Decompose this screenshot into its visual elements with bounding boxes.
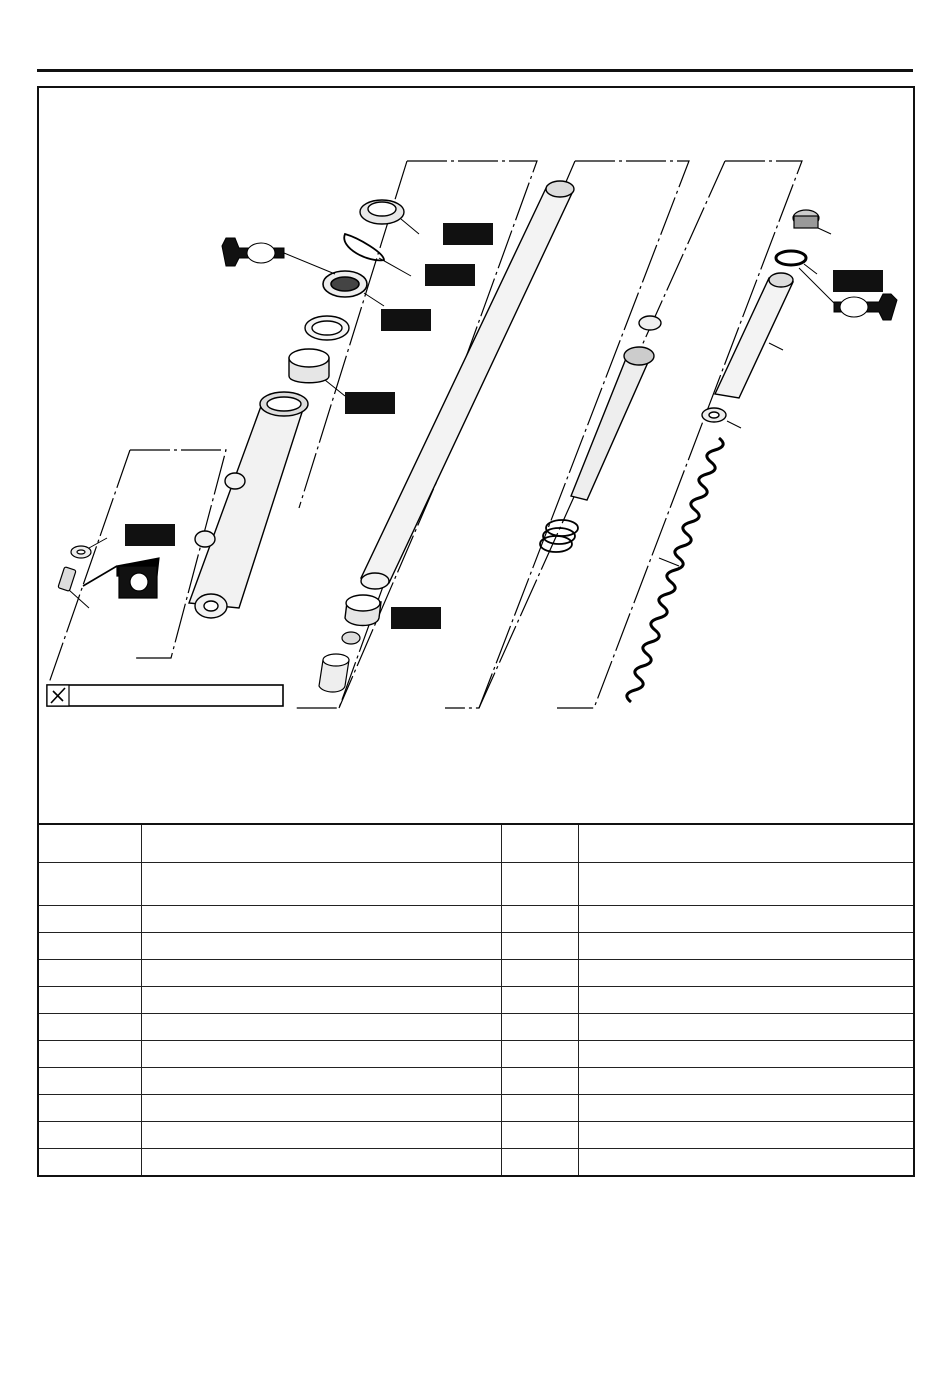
table-cell <box>39 1068 141 1095</box>
header-cell <box>141 824 501 863</box>
label-box-3 <box>381 309 431 331</box>
damper-rod <box>571 316 661 500</box>
exploded-fork-diagram <box>39 88 913 823</box>
header-cell <box>501 824 578 863</box>
table-cell <box>39 1122 141 1149</box>
table-row <box>39 906 913 933</box>
torque-note-box <box>47 685 283 706</box>
table-cell <box>39 1014 141 1041</box>
table-cell <box>501 987 578 1014</box>
table-cell <box>501 906 578 933</box>
table-cell <box>501 960 578 987</box>
table-row <box>39 1122 913 1149</box>
rebound-spring <box>540 520 578 552</box>
parts-table <box>39 823 913 1175</box>
grease-gun-icon <box>222 238 335 274</box>
table-cell <box>578 1149 913 1176</box>
table-row <box>39 1014 913 1041</box>
o-ring <box>776 251 806 265</box>
table-cell <box>141 1041 501 1068</box>
label-box-6 <box>391 607 441 629</box>
header-cell <box>578 824 913 863</box>
oil-seal-clip <box>344 234 384 260</box>
header-cell <box>39 824 141 863</box>
diagram-frame <box>37 86 915 1177</box>
table-cell <box>578 1014 913 1041</box>
outer-tube <box>189 392 308 618</box>
table-cell <box>141 987 501 1014</box>
label-box-2 <box>425 264 475 286</box>
top-rule <box>37 69 913 72</box>
table-header-row <box>39 824 913 863</box>
table-cell <box>578 906 913 933</box>
table-cell <box>501 1095 578 1122</box>
table-cell <box>141 1068 501 1095</box>
table-cell <box>39 863 141 906</box>
table-cell <box>141 1095 501 1122</box>
table-cell <box>501 1122 578 1149</box>
table-cell <box>39 933 141 960</box>
spring-group-outline <box>557 161 802 708</box>
label-box-5 <box>125 524 175 546</box>
table-cell <box>39 1149 141 1176</box>
table-row <box>39 960 913 987</box>
table-cell <box>501 863 578 906</box>
table-cell <box>39 1095 141 1122</box>
table-row <box>39 1149 913 1176</box>
table-cell <box>501 1041 578 1068</box>
outer-tube-bushing <box>289 349 329 383</box>
label-box-1 <box>443 223 493 245</box>
table-cell <box>578 1122 913 1149</box>
table-cell <box>578 1095 913 1122</box>
table-cell <box>578 933 913 960</box>
table-cell <box>141 1122 501 1149</box>
label-box-4 <box>345 392 395 414</box>
table-row <box>39 1068 913 1095</box>
cap-bolt <box>793 210 819 228</box>
table-cell <box>578 1068 913 1095</box>
spacer <box>715 273 793 398</box>
table-cell <box>578 1041 913 1068</box>
table-cell <box>578 960 913 987</box>
oil-lock-piece <box>342 632 360 644</box>
table-cell <box>578 863 913 906</box>
table-row <box>39 1041 913 1068</box>
oil-seal-washer <box>305 316 349 340</box>
table-cell <box>39 906 141 933</box>
thread-lock-icon <box>83 558 159 598</box>
table-cell <box>141 933 501 960</box>
fork-spring <box>627 438 723 702</box>
table-row <box>39 933 913 960</box>
table-cell <box>39 987 141 1014</box>
copper-washer <box>71 546 91 558</box>
table-cell <box>141 1014 501 1041</box>
inner-tube-bushing <box>345 595 381 626</box>
table-row <box>39 1095 913 1122</box>
table-cell <box>578 987 913 1014</box>
table-cell <box>501 933 578 960</box>
table-cell <box>141 863 501 906</box>
table-cell <box>141 1149 501 1176</box>
table-cell <box>39 1041 141 1068</box>
oil-seal <box>323 271 367 297</box>
table-cell <box>501 1068 578 1095</box>
spring-washer <box>702 408 726 422</box>
table-cell <box>39 960 141 987</box>
damper-rod-bolt <box>58 567 76 592</box>
table-cell <box>141 960 501 987</box>
table-cell <box>501 1014 578 1041</box>
table-cell <box>141 906 501 933</box>
table-row <box>39 863 913 906</box>
dust-seal <box>360 200 404 224</box>
label-box-7 <box>833 270 883 292</box>
damper-rod-seat <box>319 654 349 692</box>
table-row <box>39 987 913 1014</box>
table-cell <box>501 1149 578 1176</box>
